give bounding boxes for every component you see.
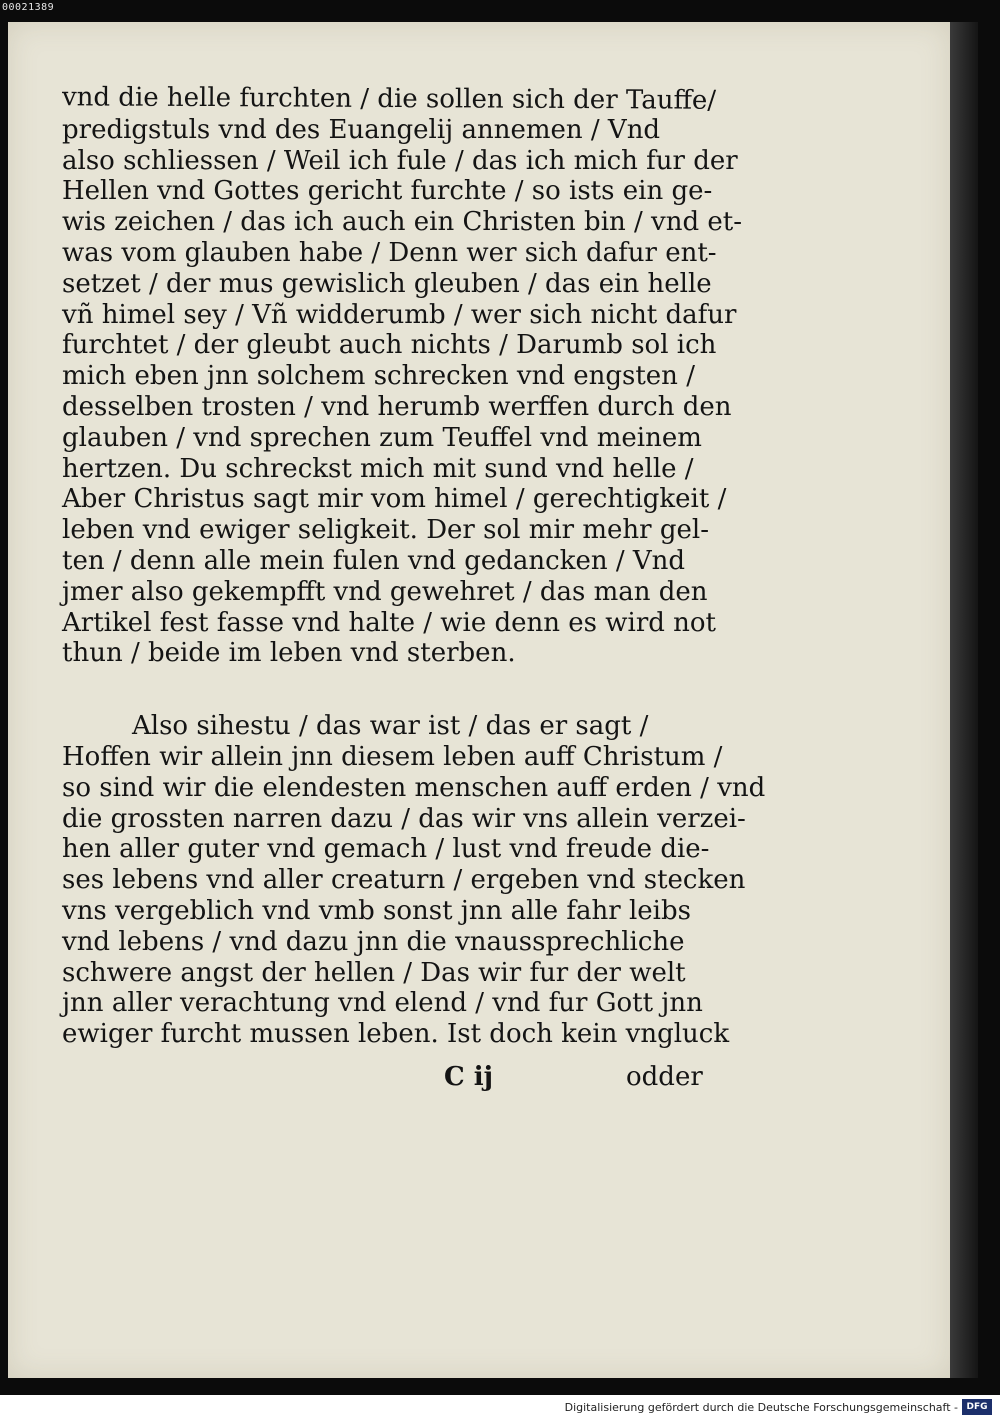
footer-credit: Digitalisierung gefördert durch die Deutsche Forschungsgemeinschaft - <box>564 1401 958 1414</box>
book-spine-edge <box>950 22 978 1378</box>
text-line: Aber Christus sagt mir vom himel / gerechtigkeit / <box>62 484 727 515</box>
text-line: jmer also gekempfft vnd gewehret / das man den <box>62 576 708 607</box>
dfg-logo-icon: DFG <box>962 1399 992 1415</box>
text-line: jnn aller verachtung vnd elend / vnd fur Gott jnn <box>62 988 703 1019</box>
text-line: thun / beide im leben vnd sterben. <box>62 638 516 669</box>
text-line: so sind wir die elendesten menschen auff erden / vnd <box>62 772 766 803</box>
text-line: ses lebens vnd aller creaturn / ergeben vnd stecken <box>62 865 746 896</box>
text-line: die grossten narren dazu / das wir vns allein verzei- <box>62 803 746 834</box>
paragraph-2 <box>62 711 766 1050</box>
signature-mark: C ij <box>444 1062 494 1092</box>
text-line: vnd die helle furchten / die sollen sich der Tauffe/ <box>61 82 717 116</box>
text-line: wis zeichen / das ich auch ein Christen bin / vnd et- <box>62 207 742 238</box>
text-line: glauben / vnd sprechen zum Teuffel vnd meinem <box>62 422 702 453</box>
text-line: also schliessen / Weil ich fule / das ich mich fur der <box>62 145 738 176</box>
text-line: schwere angst der hellen / Das wir fur der welt <box>62 957 686 988</box>
text-line: vnd lebens / vnd dazu jnn die vnaussprechliche <box>62 926 685 957</box>
text-line: mich eben jnn solchem schrecken vnd engsten / <box>62 361 695 392</box>
catchword: odder <box>626 1062 703 1092</box>
text-line: predigstuls vnd des Euangelij annemen / Vnd <box>62 114 661 145</box>
text-line: vñ himel sey / Vñ widderumb / wer sich nicht dafur <box>62 299 737 330</box>
text-line: ten / denn alle mein fulen vnd gedancken / Vnd <box>62 545 686 576</box>
text-line: Hellen vnd Gottes gericht furchte / so ists ein ge- <box>62 176 713 207</box>
text-line: hertzen. Du schreckst mich mit sund vnd helle / <box>62 453 694 484</box>
text-line: desselben trosten / vnd herumb werffen durch den <box>62 391 732 422</box>
footer-bar <box>0 1395 1000 1420</box>
text-line: vns vergeblich vnd vmb sonst jnn alle fahr leibs <box>62 895 691 926</box>
text-line: Hoffen wir allein jnn diesem leben auff Christum / <box>62 741 723 772</box>
text-line: setzet / der mus gewislich gleuben / das ein helle <box>62 268 712 299</box>
text-line: hen aller guter vnd gemach / lust vnd freude die- <box>62 834 710 865</box>
text-line: furchtet / der gleubt auch nichts / Darumb sol ich <box>62 330 717 361</box>
paragraph-1 <box>61 82 742 669</box>
text-line: leben vnd ewiger seligkeit. Der sol mir mehr gel- <box>62 515 709 546</box>
text-line: Also sihestu / das war ist / das er sagt / <box>132 711 649 742</box>
scan-id: 00021389 <box>2 2 55 13</box>
page-text <box>61 82 766 1050</box>
text-line: Artikel fest fasse vnd halte / wie denn es wird not <box>62 607 716 638</box>
text-line: was vom glauben habe / Denn wer sich dafur ent- <box>62 237 717 268</box>
text-line: ewiger furcht mussen leben. Ist doch kein vngluck <box>62 1019 730 1050</box>
